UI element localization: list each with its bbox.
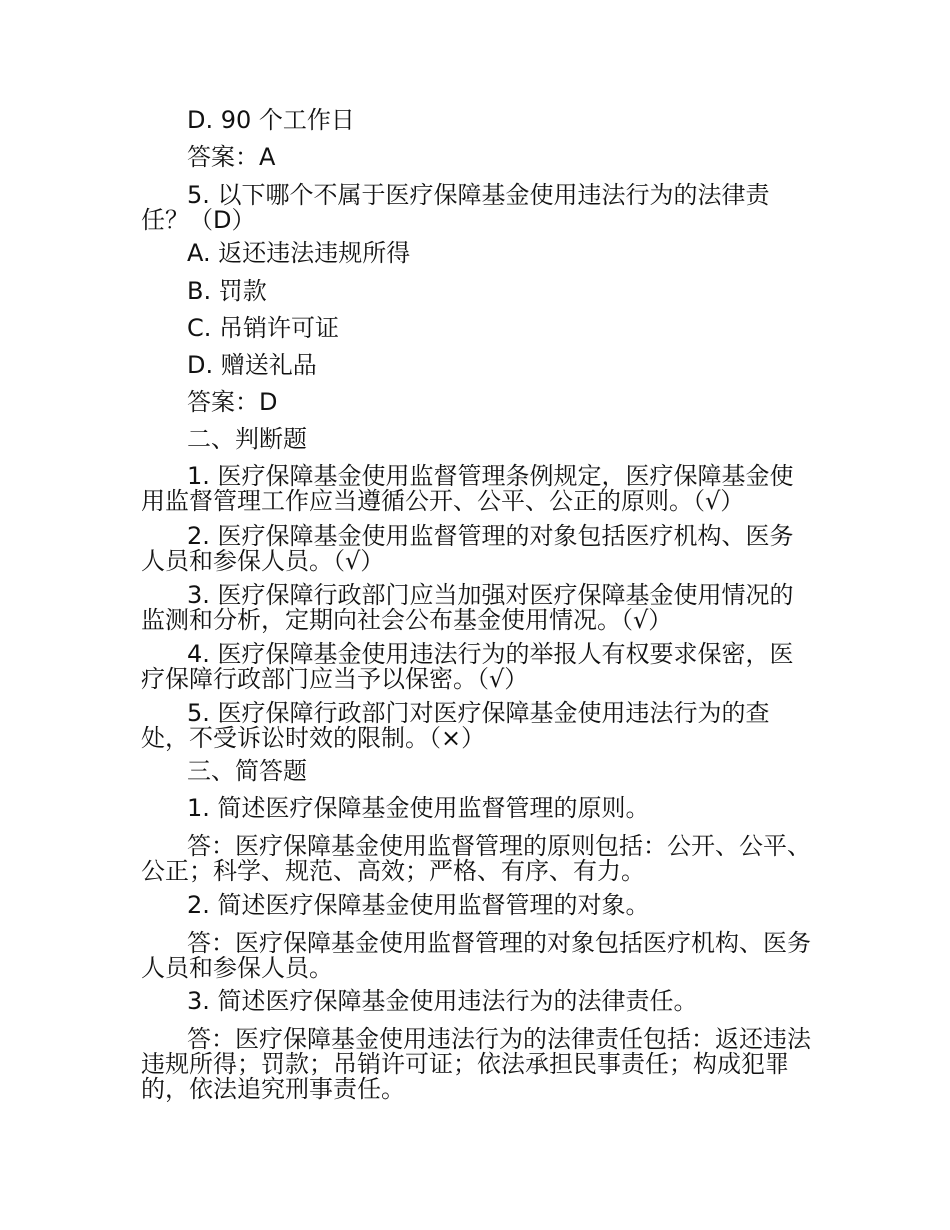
true-false-3: 3. 医疗保障行政部门应当加强对医疗保障基金使用情况的监测和分析，定期向社会公布基金使用情况。（√） [141, 581, 794, 634]
short-answer-answer-3: 答：医疗保障基金使用违法行为的法律责任包括：返还违法违规所得；罚款；吊销许可证；依法承担民事责任；构成犯罪的，依法追究刑事责任。 [141, 1025, 811, 1103]
short-answer-question-3: 3. 简述医疗保障基金使用违法行为的法律责任。 [187, 987, 698, 1015]
true-false-4: 4. 医疗保障基金使用违法行为的举报人有权要求保密，医疗保障行政部门应当予以保密。（√） [141, 640, 794, 693]
section-heading-true-false: 二、判断题 [187, 425, 307, 453]
option-b: B. 罚款 [187, 277, 267, 305]
true-false-5: 5. 医疗保障行政部门对医疗保障基金使用违法行为的查处，不受诉讼时效的限制。（×） [141, 699, 770, 752]
short-answer-question-1: 1. 简述医疗保障基金使用监督管理的原则。 [187, 794, 650, 822]
short-answer-question-2: 2. 简述医疗保障基金使用监督管理的对象。 [187, 891, 650, 919]
option-d-90-days: D. 90 个工作日 [187, 106, 355, 134]
option-c: C. 吊销许可证 [187, 314, 340, 342]
true-false-1: 1. 医疗保障基金使用监督管理条例规定，医疗保障基金使用监督管理工作应当遵循公开、公平、公正的原则。（√） [141, 462, 794, 515]
answer-q5: 答案：D [187, 388, 278, 416]
answer-q4: 答案：A [187, 143, 276, 171]
question-5: 5. 以下哪个不属于医疗保障基金使用违法行为的法律责任？（D） [141, 181, 770, 234]
option-d: D. 赠送礼品 [187, 351, 317, 379]
section-heading-short-answer: 三、简答题 [187, 757, 307, 785]
short-answer-answer-1: 答：医疗保障基金使用监督管理的原则包括：公开、公平、公正；科学、规范、高效；严格、有序、有力。 [141, 832, 811, 885]
true-false-2: 2. 医疗保障基金使用监督管理的对象包括医疗机构、医务人员和参保人员。（√） [141, 522, 794, 575]
short-answer-answer-2: 答：医疗保障基金使用监督管理的对象包括医疗机构、医务人员和参保人员。 [141, 929, 811, 982]
option-a: A. 返还违法违规所得 [187, 239, 411, 267]
